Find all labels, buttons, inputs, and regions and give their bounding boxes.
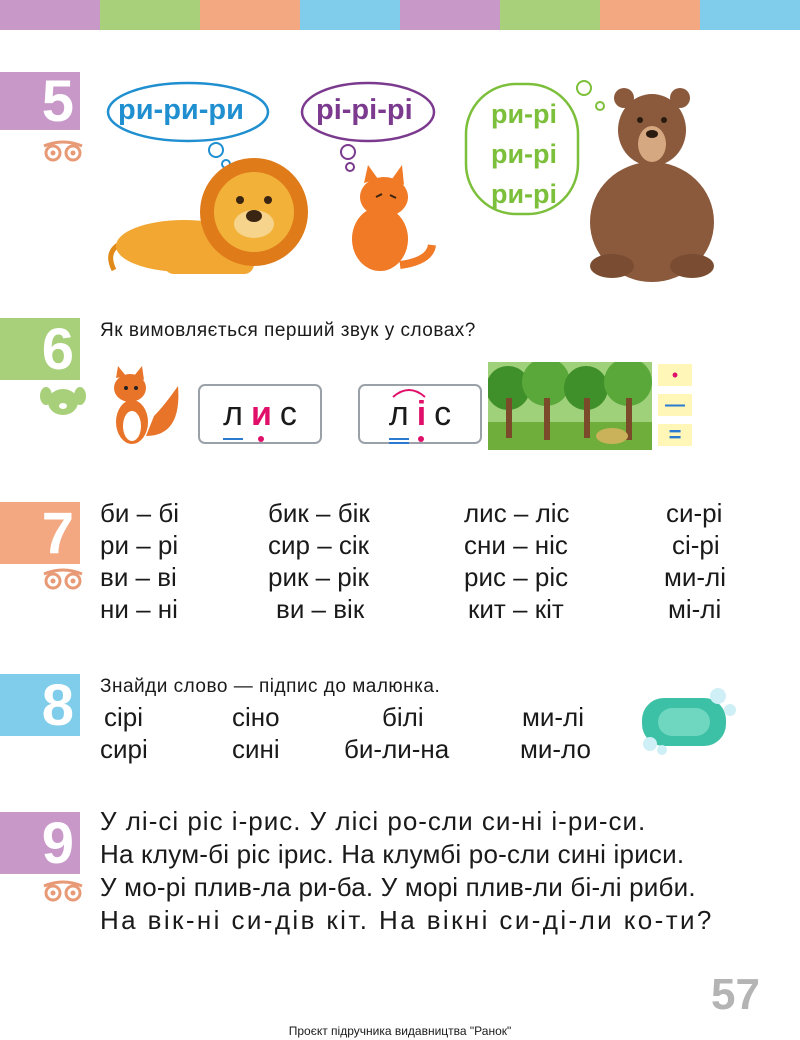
stripe-segment (100, 0, 200, 30)
ex7-cell: рик – рік (268, 562, 369, 592)
word-letter: и (251, 395, 272, 434)
ex8-word: сирі (100, 734, 148, 764)
ex8-word: би-ли-на (344, 734, 450, 764)
top-color-stripe (0, 0, 800, 30)
ex8-word: ми-лі (522, 702, 585, 732)
stripe-segment (400, 0, 500, 30)
word-card-lis (358, 384, 482, 444)
word-letter: л (389, 395, 409, 434)
stripe-segment (700, 0, 800, 30)
stripe-segment (200, 0, 300, 30)
word-card-lys (198, 384, 322, 444)
ex8-word: сині (232, 734, 280, 764)
page-number: 57 (711, 970, 760, 1019)
ex7-cell: ви – ві (100, 562, 177, 592)
ex7-cell: си-рі (666, 498, 723, 528)
ex7-cell: сі-рі (672, 530, 720, 560)
bubble-text-cat: рі-рі-рі (316, 94, 413, 126)
ex9-sentence: У мо-рі плив-ла ри-ба. У морі плив-ли бі-лі риби. (100, 872, 696, 902)
exercise-number-7: 7 (0, 502, 80, 564)
sound-legend (658, 364, 692, 446)
exercise-6-instruction: Як вимовляється перший звук у словах? (100, 320, 476, 341)
bubble-text-lion: ри-ри-ри (118, 94, 244, 126)
exercise-number-8: 8 (0, 674, 80, 736)
exercise-number-6: 6 (0, 318, 80, 380)
ex7-cell: мі-лі (668, 594, 722, 624)
bubble-text-bear (484, 94, 564, 214)
stripe-segment (500, 0, 600, 30)
lion-illustration (104, 150, 314, 282)
word-letter: л (223, 395, 243, 434)
ex7-cell: ви – вік (276, 594, 365, 624)
forest-illustration (488, 362, 652, 450)
soap-illustration (636, 684, 740, 756)
ex7-cell: ри – рі (100, 530, 179, 560)
ex7-cell: бик – бік (268, 498, 370, 528)
ex7-cell: ни – ні (100, 594, 178, 624)
ex7-cell: би – бі (100, 498, 179, 528)
ex7-cell: рис – ріс (464, 562, 569, 592)
ex8-word: сірі (104, 702, 144, 732)
stripe-segment (300, 0, 400, 30)
exercise-number-5: 5 (0, 72, 80, 130)
ex9-sentence: У лі-сі ріс і-рис. У лісі ро-сли си-ні і-ри-си. (100, 806, 647, 836)
ex8-word: сіно (232, 702, 280, 732)
exercise-number-9: 9 (0, 812, 80, 874)
owl-eyes-icon (40, 140, 86, 162)
ex8-word: ми-ло (520, 734, 591, 764)
word-letter: і (417, 395, 426, 434)
ex7-cell: лис – ліс (464, 498, 570, 528)
ex7-cell: ми-лі (664, 562, 727, 592)
ex7-cell: сни – ніс (464, 530, 568, 560)
owl-eyes-icon (40, 568, 86, 590)
legend-soft-consonant: = (658, 424, 692, 446)
stripe-segment (600, 0, 700, 30)
word-letter: с (279, 394, 297, 433)
word-letter: с (434, 394, 452, 433)
ex9-sentence: На клум-бі ріс ірис. На клумбі ро-сли сині іриси. (100, 839, 685, 869)
bear-illustration (582, 86, 722, 282)
owl-eyes-icon (40, 880, 86, 902)
legend-vowel: • (658, 364, 692, 386)
bubble-bear-line: ри-рі (490, 99, 558, 129)
bubble-bear-line: ри-рі (490, 179, 558, 209)
dog-icon (40, 386, 86, 416)
ex9-sentence: На вік-ні си-дів кіт. На вікні си-ді-ли ко-ти? (100, 905, 714, 935)
footer-text: Проєкт підручника видавництва "Ранок" (288, 1024, 512, 1038)
cat-illustration (340, 165, 440, 275)
exercise-8-instruction: Знайди слово — підпис до малюнка. (100, 676, 441, 697)
ex8-word: білі (382, 702, 424, 732)
fox-illustration (98, 366, 186, 454)
ex7-cell: кит – кіт (468, 594, 564, 624)
ex7-cell: сир – сік (268, 530, 370, 560)
stripe-segment (0, 0, 100, 30)
legend-hard-consonant: — (658, 394, 692, 416)
bubble-bear-line: ри-рі (490, 139, 558, 169)
